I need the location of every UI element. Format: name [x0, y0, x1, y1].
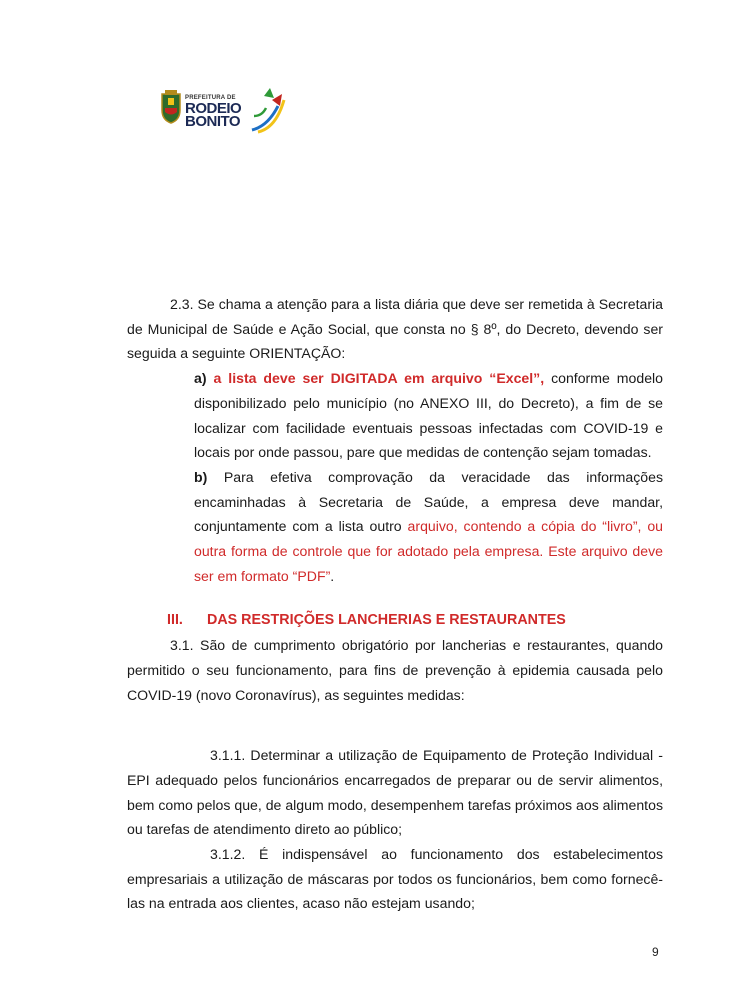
- paragraph-3-1-2: 3.1.2. É indispensável ao funcionamento dos estabelecimentos empresariais a utilização de máscaras por todos os funcionários, bem como fornecê-las na entrada aos clientes, acaso não estejam usando;: [127, 846, 663, 912]
- paragraph-3-1: 3.1. São de cumprimento obrigatório por lancherias e restaurantes, quando permitido o seu funcionamento, para fins de prevenção à epidemia causada pelo COVID-19 (novo Coronavírus), as seguintes medidas:: [127, 637, 663, 703]
- item-a: [194, 366, 663, 465]
- item-a-label: a): [194, 370, 207, 387]
- prefeitura-logo: [160, 86, 290, 136]
- item-b: [194, 465, 663, 589]
- item-b-highlight: arquivo, contendo a cópia do “livro”, ou outra forma de controle que for adotado pela empresa. Este arquivo deve ser em formato “PDF”: [194, 518, 663, 584]
- item-b-label: b): [194, 468, 208, 485]
- crest-icon: [160, 90, 182, 124]
- item-a-highlight: a lista deve ser DIGITADA em arquivo “Excel”,: [206, 370, 545, 387]
- paragraph-2-3: 2.3. Se chama a atenção para a lista diária que deve ser remetida à Secretaria de Municipal de Saúde e Ação Social, que consta no § 8º, do Decreto, devendo ser seguida a seguinte ORIENTAÇÃO:: [127, 296, 663, 362]
- section-number: III.: [167, 612, 183, 629]
- page-number: 9: [652, 945, 659, 959]
- item-a-text: conforme modelo disponibilizado pelo município (no ANEXO III, do Decreto), a fim de se localizar com facilidade eventuais pessoas infectadas com COVID-19 e locais por onde passou, pare que medidas de contenção sejam tomadas.: [194, 370, 663, 461]
- item-b-end: .: [330, 567, 335, 584]
- paragraph-3-1-1: 3.1.1. Determinar a utilização de Equipamento de Proteção Individual - EPI adequado pelos funcionários encarregados de preparar ou de servir alimentos, bem como pelos que, de algum modo, desempenhem tarefas próximos aos alimentos ou tarefas de atendimento direto ao público;: [127, 747, 663, 838]
- logo-line1: RODEIO: [185, 100, 242, 117]
- spacer: [127, 707, 663, 743]
- section-heading: [127, 608, 663, 633]
- section-title: DAS RESTRIÇÕES LANCHERIAS E RESTAURANTES: [207, 612, 566, 629]
- document-body: [127, 292, 663, 916]
- swoosh-icon: [248, 86, 288, 136]
- item-b-text: Para efetiva comprovação da veracidade das informações encaminhadas à Secretaria de Saúde, a empresa deve mandar, conjuntamente com a lista outro: [194, 468, 663, 535]
- logo-small-text: PREFEITURA DE: [185, 95, 236, 101]
- logo-line2: BONITO: [185, 113, 241, 130]
